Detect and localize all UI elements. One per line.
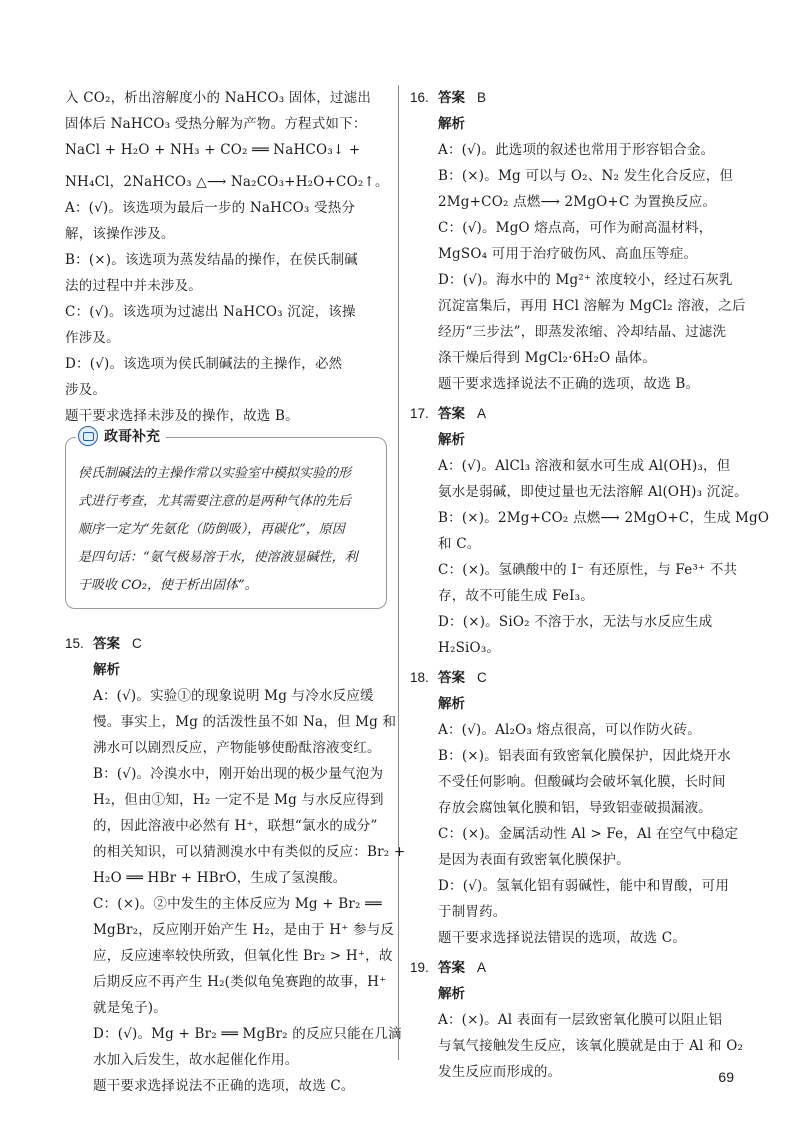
text-line: MgSO₄ 可用于治疗破伤风、高血压等症。 — [438, 246, 698, 262]
text-line: 与氧气接触发生反应，该氧化膜就是由于 Al 和 O₂ — [438, 1038, 744, 1054]
text-line: 题干要求选择说法不正确的选项，故选 B。 — [438, 376, 700, 392]
supplement-title-text: 政哥补充 — [104, 428, 160, 444]
text-line: 作涉及。 — [65, 330, 120, 346]
equation-line: NaCl + H₂O + NH₃ + CO₂ ══ NaHCO₃↓ + — [65, 142, 361, 158]
analysis-label: 解析 — [438, 116, 465, 131]
text-line: 于制胃药。 — [438, 904, 507, 920]
text-line: A：(√)。此选项的叙述也常用于形容铝合金。 — [438, 142, 715, 158]
question-18-header — [410, 665, 735, 691]
text-line: A：(×)。Al 表面有一层致密氧化膜可以阻止铝 — [438, 1012, 723, 1028]
text-line: A：(√)。Al₂O₃ 熔点很高，可以作防火砖。 — [438, 722, 701, 738]
text-line: C：(×)。金属活动性 Al > Fe，Al 在空气中稳定 — [438, 826, 739, 842]
question-19-header — [410, 955, 735, 981]
text-line: B：(√)。冷溴水中，刚开始出现的极少量气泡为 — [93, 766, 384, 782]
text-line: 沉淀富集后，再用 HCl 溶解为 MgCl₂ 溶液，之后 — [438, 298, 746, 314]
book-icon — [78, 426, 98, 446]
text-line: 发生反应而形成的。 — [438, 1064, 562, 1080]
text-line: 后期反应不再产生 H₂(类似龟兔赛跑的故事，H⁺ — [93, 974, 387, 990]
conclusion: 题干要求选择未涉及的操作，故选 B。 — [65, 408, 299, 424]
equation-line: B：(×)。2Mg+CO₂ 点燃⟶ 2MgO+C，生成 MgO — [438, 510, 770, 526]
answer-value: B — [477, 90, 487, 105]
text-line: C：(×)。②中发生的主体反应为 Mg + Br₂ ══ — [93, 896, 382, 912]
question-16-header — [410, 85, 735, 111]
supplement-line: 是四句话：“氨气极易溶于水，使溶液显碱性，利 — [78, 550, 358, 565]
text-line: 水加入后发生，故水起催化作用。 — [93, 1052, 299, 1068]
text-line: D：(√)。氢氧化铝有弱碱性，能中和胃酸，可用 — [438, 878, 730, 894]
page-number: 69 — [718, 1069, 734, 1085]
text-line: 是因为表面有致密氧化膜保护。 — [438, 852, 630, 868]
question-15-header — [65, 631, 385, 657]
text-line: 应，反应速率较快所致，但氧化性 Br₂ > H⁺，故 — [93, 948, 393, 964]
text-line: 沸水可以剧烈反应，产物能够使酚酞溶液变红。 — [93, 740, 381, 756]
text-line: D：(√)。Mg + Br₂ ══ MgBr₂ 的反应只能在几滴 — [93, 1026, 402, 1042]
answer-value: C — [477, 670, 487, 685]
question-number: 19. — [410, 960, 429, 975]
text-line: C：(√)。MgO 熔点高，可作为耐高温材料， — [438, 220, 713, 236]
text-line: C：(×)。氢碘酸中的 I⁻ 有还原性，与 Fe³⁺ 不共 — [438, 562, 738, 578]
answer-label: 答案 — [438, 90, 465, 105]
text-line: D：(×)。SiO₂ 不溶于水，无法与水反应生成 — [438, 614, 713, 630]
analysis-label: 解析 — [438, 432, 465, 447]
text-line: B：(×)。铝表面有致密氧化膜保护，因此烧开水 — [438, 748, 731, 764]
text-line: 涤干燥后得到 MgCl₂·6H₂O 晶体。 — [438, 350, 656, 366]
text-line: 法的过程中并未涉及。 — [65, 278, 202, 294]
text-line: 固体后 NaHCO₃ 受热分解为产物。方程式如下： — [65, 116, 367, 132]
text-line: 不受任何影响。但酸碱均会破坏氧化膜，长时间 — [438, 774, 726, 790]
answer-label: 答案 — [438, 960, 465, 975]
text-line: 氨水是弱碱，即使过量也无法溶解 Al(OH)₃ 沉淀。 — [438, 484, 748, 500]
supplement-line: 顺序一定为“先氨化（防倒吸），再碳化”，原因 — [78, 522, 345, 537]
text-line: 经历“三步法”，即蒸发浓缩、冷却结晶、过滤洗 — [438, 324, 727, 340]
right-column — [410, 85, 770, 1085]
text-line: H₂O ══ HBr + HBrO，生成了氢溴酸。 — [93, 870, 347, 886]
question-number: 18. — [410, 670, 429, 685]
answer-label: 答案 — [438, 670, 465, 685]
answer-label: 答案 — [93, 636, 120, 651]
text-line: 涉及。 — [65, 382, 107, 398]
equation-line: 2Mg+CO₂ 点燃⟶ 2MgO+C 为置换反应。 — [438, 194, 717, 210]
text-line: D：(√)。海水中的 Mg²⁺ 浓度较小，经过石灰乳 — [438, 272, 733, 288]
text-line: MgBr₂，反应刚开始产生 H₂，是由于 H⁺ 参与反 — [93, 922, 395, 938]
answer-value: A — [477, 960, 487, 975]
text-line: B：(×)。Mg 可以与 O₂、N₂ 发生化合反应，但 — [438, 168, 734, 184]
option-d: D：(√)。该选项为侯氏制碱法的主操作，必然 — [65, 356, 343, 372]
supplement-title — [76, 426, 166, 446]
text-line: 的相关知识，可以猜测溴水中有类似的反应：Br₂ + — [93, 844, 406, 860]
equation-line: NH₄Cl，2NaHCO₃ △⟶ Na₂CO₃+H₂O+CO₂↑。 — [65, 174, 389, 190]
option-a: A：(√)。该选项为最后一步的 NaHCO₃ 受热分 — [65, 200, 356, 216]
text-line: 和 C。 — [438, 536, 481, 552]
text-line: 的，因此溶液中必然有 H⁺，联想“氯水的成分” — [93, 818, 378, 834]
analysis-label: 解析 — [438, 986, 465, 1001]
question-number: 16. — [410, 90, 429, 105]
answer-label: 答案 — [438, 406, 465, 421]
supplement-line: 于吸收 CO₂，使于析出固体”。 — [78, 578, 258, 593]
text-line: 存放会腐蚀氧化膜和铝，导致铝壶破损漏液。 — [438, 800, 712, 816]
text-line: H₂，但由①知，H₂ 一定不是 Mg 与水反应得到 — [93, 792, 384, 808]
text-line: 入 CO₂，析出溶解度小的 NaHCO₃ 固体，过滤出 — [65, 90, 372, 106]
option-b: B：(×)。该选项为蒸发结晶的操作，在侯氏制碱 — [65, 252, 358, 268]
question-number: 15. — [65, 636, 84, 651]
analysis-label: 解析 — [438, 696, 465, 711]
column-divider — [398, 85, 399, 1060]
text-line: 解，该操作涉及。 — [65, 226, 175, 242]
text-line: 存，故不可能生成 FeI₃。 — [438, 588, 594, 604]
analysis-label: 解析 — [93, 662, 120, 677]
question-number: 17. — [410, 406, 429, 421]
text-line: 慢。事实上，Mg 的活泼性虽不如 Na，但 Mg 和 — [93, 714, 397, 730]
question-17-header — [410, 401, 735, 427]
answer-value: A — [477, 406, 487, 421]
text-line: 就是兔子)。 — [93, 1000, 167, 1016]
text-line: 题干要求选择说法不正确的选项，故选 C。 — [93, 1078, 355, 1094]
option-c: C：(√)。该选项为过滤出 NaHCO₃ 沉淀，该操 — [65, 304, 356, 320]
supplement-line: 侯氏制碱法的主操作常以实验室中模拟实验的形 — [78, 466, 352, 481]
supplement-line: 式进行考查，尤其需要注意的是两种气体的先后 — [78, 494, 352, 509]
left-column — [65, 85, 406, 1099]
text-line: A：(√)。实验①的现象说明 Mg 与冷水反应缓 — [93, 688, 374, 704]
answer-value: C — [132, 636, 142, 651]
text-line: A：(√)。AlCl₃ 溶液和氨水可生成 Al(OH)₃，但 — [438, 458, 731, 474]
text-line: 题干要求选择说法错误的选项，故选 C。 — [438, 930, 686, 946]
text-line: H₂SiO₃。 — [438, 640, 501, 656]
supplement-box — [65, 428, 387, 609]
